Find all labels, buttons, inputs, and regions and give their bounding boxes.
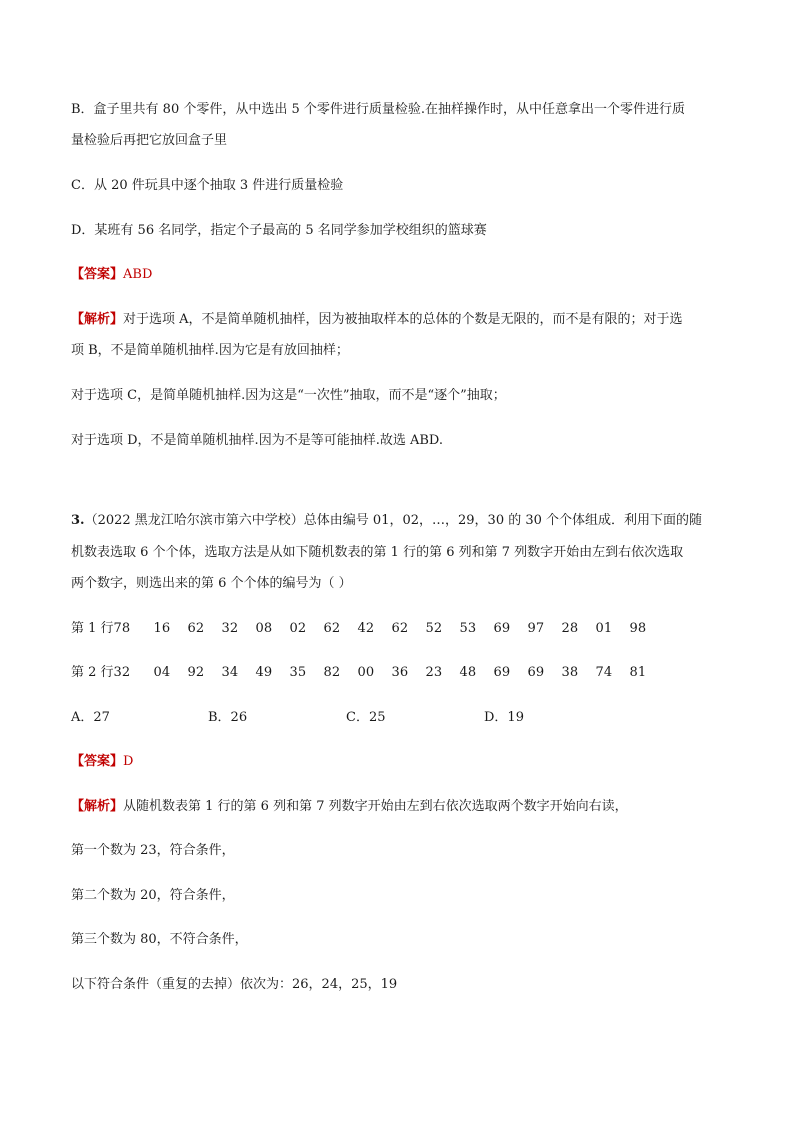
table-cell: 82: [323, 665, 341, 680]
row-label: 第 2 行: [71, 665, 114, 680]
analysis-1-line-3: 对于选项 C，是简单随机抽样.因为这是“一次性”抽取，而不是“逐个”抽取；: [71, 388, 506, 403]
table-cell: 92: [187, 665, 205, 680]
question-3-line-1: [71, 511, 702, 531]
question-text: （2022 黑龙江哈尔滨市第六中学校）总体由编号 01，02，…，29，30 的 30 个个体组成．利用下面的随: [84, 513, 703, 528]
table-cell: 00: [357, 665, 375, 680]
table-cell: 74: [595, 665, 613, 680]
table-cell: 36: [391, 665, 409, 680]
analysis-tag: 【解析】: [71, 312, 124, 327]
table-cell: 32: [113, 665, 131, 680]
answer-3: [71, 752, 133, 772]
table-cell: 16: [153, 621, 171, 636]
random-table-row-2: [71, 663, 664, 683]
table-cell: 52: [425, 621, 443, 636]
table-cell: 35: [289, 665, 307, 680]
analysis-text: 对于选项 A，不是简单随机抽样，因为被抽取样本的总体的个数是无限的，而不是有限的；对于选: [123, 312, 683, 327]
table-cell: 23: [425, 665, 443, 680]
analysis-tag: 【解析】: [71, 799, 124, 814]
option-b-line-1: B．盒子里共有 80 个零件，从中选出 5 个零件进行质量检验.在抽样操作时，从中任意拿出一个零件进行质: [71, 102, 686, 117]
random-table-row-1: [71, 619, 664, 639]
answer-value: D: [123, 754, 134, 769]
analysis-3-line-2: 第一个数为 23，符合条件，: [71, 843, 235, 858]
table-cell: 78: [113, 621, 131, 636]
analysis-3-line-3: 第二个数为 20，符合条件，: [71, 888, 235, 903]
analysis-text: 从随机数表第 1 行的第 6 列和第 7 列数字开始由左到右依次选取两个数字开始向右读，: [123, 799, 628, 814]
table-cell: 97: [527, 621, 545, 636]
option-c: C．从 20 件玩具中逐个抽取 3 件进行质量检验: [71, 178, 344, 193]
analysis-3-line-5: 以下符合条件（重复的去掉）依次为：26，24，25，19: [71, 977, 398, 992]
option-d: D．某班有 56 名同学，指定个子最高的 5 名同学参加学校组织的篮球赛: [71, 223, 487, 238]
table-cell: 81: [629, 665, 647, 680]
table-cell: 62: [323, 621, 341, 636]
answer-1: [71, 265, 152, 285]
answer-value: ABD: [123, 267, 153, 282]
option-b-line-2: 量检验后再把它放回盒子里: [71, 133, 228, 148]
table-cell: 48: [459, 665, 477, 680]
table-cell: 01: [595, 621, 613, 636]
table-cell: 49: [255, 665, 273, 680]
choice-b: B．26: [208, 710, 248, 725]
choice-c: C．25: [346, 710, 386, 725]
analysis-1-line-1: [71, 310, 683, 330]
choice-a: A．27: [71, 710, 110, 725]
table-cell: 62: [187, 621, 205, 636]
question-3-line-3: 两个数字，则选出来的第 6 个个体的编号为（ ）: [71, 576, 352, 591]
table-cell: 34: [221, 665, 239, 680]
answer-tag: 【答案】: [71, 754, 124, 769]
table-cell: 04: [153, 665, 171, 680]
table-cell: 69: [527, 665, 545, 680]
analysis-1-line-4: 对于选项 D，不是简单随机抽样.因为不是等可能抽样.故选 ABD.: [71, 433, 443, 448]
table-cell: 69: [493, 665, 511, 680]
question-3-line-2: 机数表选取 6 个个体，选取方法是从如下随机数表的第 1 行的第 6 列和第 7 列数字开始由左到右依次选取: [71, 545, 684, 560]
table-cell: 08: [255, 621, 273, 636]
answer-tag: 【答案】: [71, 267, 124, 282]
table-cell: 53: [459, 621, 477, 636]
table-cell: 38: [561, 665, 579, 680]
table-cell: 42: [357, 621, 375, 636]
question-number: 3.: [71, 513, 85, 528]
table-cell: 32: [221, 621, 239, 636]
table-cell: 62: [391, 621, 409, 636]
row-label: 第 1 行: [71, 621, 114, 636]
table-cell: 69: [493, 621, 511, 636]
analysis-3-line-1: [71, 797, 628, 817]
table-cell: 98: [629, 621, 647, 636]
analysis-1-line-2: 项 B，不是简单随机抽样.因为它是有放回抽样；: [71, 343, 349, 358]
table-cell: 02: [289, 621, 307, 636]
choice-d: D．19: [484, 710, 524, 725]
table-cell: 28: [561, 621, 579, 636]
analysis-3-line-4: 第三个数为 80，不符合条件，: [71, 932, 248, 947]
